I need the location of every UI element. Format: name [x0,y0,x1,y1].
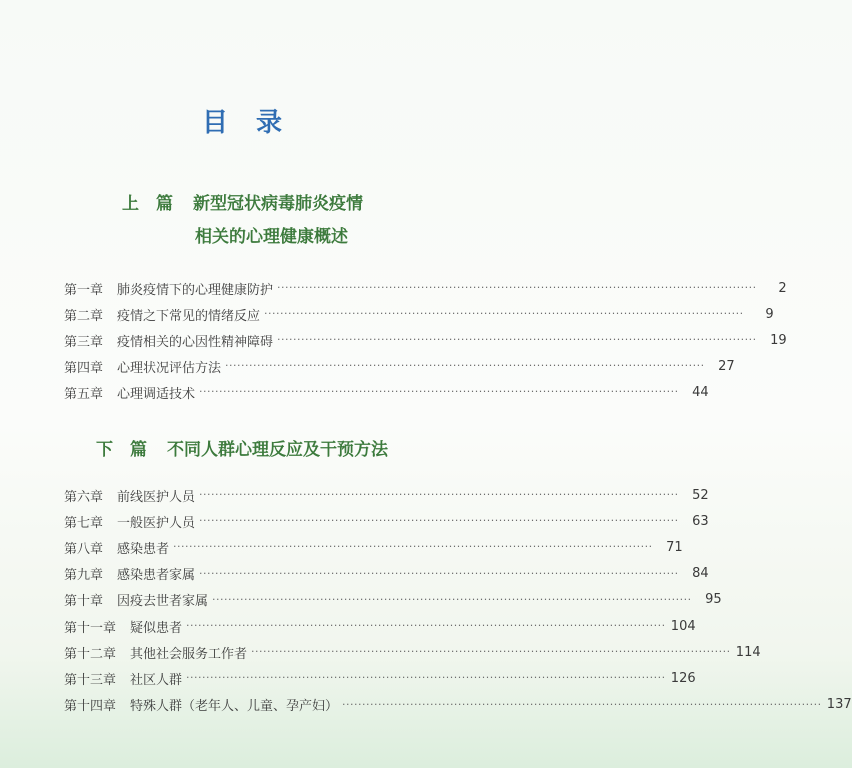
page-number: 63 [692,513,709,529]
page-number: 104 [670,618,696,634]
leader-dots: ························································································································ [251,645,731,659]
page-number: 114 [735,644,761,660]
chapter-title: 肺炎疫情下的心理健康防护 [117,282,274,298]
part-upper-heading-line2 [195,222,348,247]
chapter-title: 特殊人群（老年人、儿童、孕产妇） [130,699,339,715]
toc-title [0,102,484,139]
chapter-number: 第一章 [64,282,104,298]
chapter-title: 感染患者 [117,541,170,557]
title-char-1: 目 [201,108,228,138]
chapter-number: 第四章 [64,360,104,376]
toc-entry[interactable] [64,485,709,505]
chapter-title: 一般医护人员 [117,515,196,531]
page-number: 27 [718,358,735,374]
part-lower-label: 下 篇 [96,440,147,460]
page-number: 9 [765,306,774,322]
leader-dots: ························································································································ [264,307,744,320]
chapter-number: 第十二章 [64,646,117,662]
leader-dots: ························································································································ [212,592,692,606]
page-number: 52 [692,487,709,503]
page-number: 137 [826,697,852,713]
toc-entry[interactable] [64,278,787,298]
part-lower-title: 不同人群心理反应及干预方法 [167,440,388,460]
chapter-number: 第七章 [64,515,104,531]
page-number: 84 [692,566,709,582]
leader-dots: ························································································································ [186,671,666,685]
part-upper-heading [122,189,363,214]
toc-entry[interactable] [64,642,761,662]
leader-dots: ························································································································ [186,619,666,632]
toc-entry[interactable] [64,668,696,688]
part-upper-title-line2: 相关的心理健康概述 [195,227,348,247]
leader-dots: ························································································································ [199,566,679,580]
chapter-number: 第十一章 [64,620,117,636]
toc-entry[interactable] [64,304,774,324]
page-number: 19 [770,332,787,348]
chapter-number: 第十四章 [64,699,117,715]
toc-entry[interactable] [64,616,696,636]
toc-entry[interactable] [64,537,683,557]
leader-dots: ························································································································ [199,488,679,501]
chapter-title: 疫情之下常见的情绪反应 [117,308,261,324]
chapter-number: 第五章 [64,386,104,402]
toc-entry[interactable] [64,695,852,715]
leader-dots: ························································································································ [199,385,679,398]
chapter-number: 第二章 [64,308,104,324]
chapter-number: 第八章 [64,541,104,557]
chapter-title: 感染患者家属 [117,568,196,584]
part-upper-label: 上 篇 [122,194,173,214]
toc-entry[interactable] [64,330,787,350]
leader-dots: ························································································································ [225,359,705,372]
chapter-title: 疫情相关的心因性精神障碍 [117,334,274,350]
chapter-number: 第九章 [64,568,104,584]
page-number: 126 [670,670,696,686]
toc-entry[interactable] [64,356,735,376]
leader-dots: ························································································································ [342,697,822,711]
part-upper-title-line1: 新型冠状病毒肺炎疫情 [193,194,363,214]
leader-dots: ························································································································ [277,281,757,294]
chapter-title: 心理调适技术 [117,386,196,402]
chapter-title: 前线医护人员 [117,489,196,505]
toc-entry[interactable] [64,382,709,402]
page-number: 71 [666,539,683,555]
page-number: 44 [692,384,709,400]
chapter-title: 心理状况评估方法 [117,360,222,376]
chapter-title: 疑似患者 [130,620,183,636]
chapter-number: 第六章 [64,489,104,505]
chapter-number: 第十三章 [64,672,117,688]
chapter-title: 其他社会服务工作者 [130,646,248,662]
toc-entry[interactable] [64,511,709,531]
leader-dots: ························································································································ [277,333,757,346]
page-number: 2 [778,280,787,296]
leader-dots: ························································································································ [173,540,653,554]
toc-entry[interactable] [64,590,722,610]
title-char-2: 录 [256,108,283,138]
chapter-number: 第十章 [64,594,104,610]
chapter-number: 第三章 [64,334,104,350]
toc-entry[interactable] [64,564,709,584]
page-number: 95 [705,592,722,608]
chapter-title: 社区人群 [130,672,183,688]
part-lower-heading [96,435,388,460]
leader-dots: ························································································································ [199,514,679,528]
chapter-title: 因疫去世者家属 [117,594,209,610]
